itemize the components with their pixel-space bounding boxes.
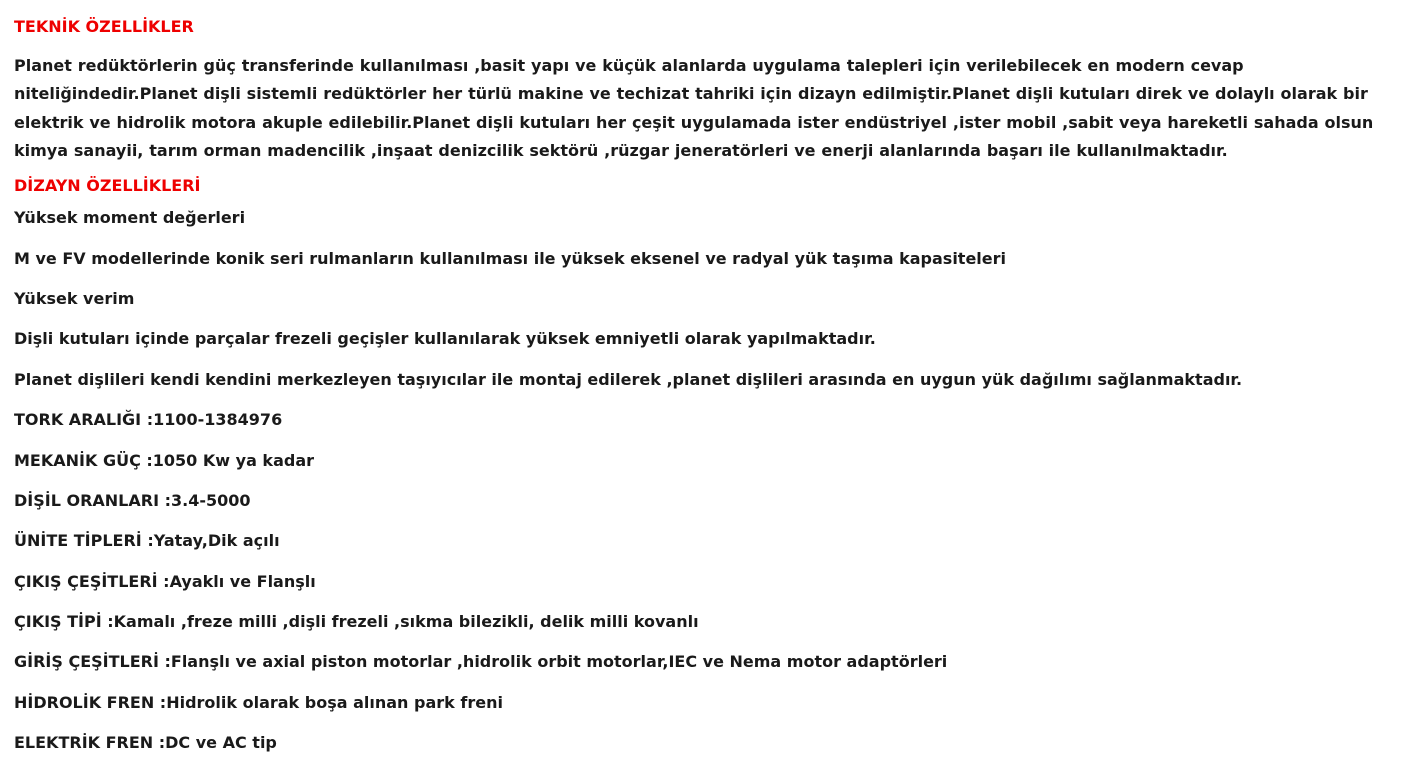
design-features-list: [14, 198, 1399, 763]
spec-output-variants: ÇIKIŞ ÇEŞİTLERİ :Ayaklı ve Flanşlı: [14, 571, 316, 591]
design-line-high-moment: Yüksek moment değerleri: [14, 208, 246, 228]
spec-electric-brake: ELEKTRİK FREN :DC ve AC tip: [14, 733, 277, 753]
spec-mechanical-power: MEKANİK GÜÇ :1050 Kw ya kadar: [14, 450, 315, 470]
design-line-gearbox-parts: Dişli kutuları içinde parçalar frezeli geçişler kullanılarak yüksek emniyetli olarak yapılmaktadır.: [14, 329, 876, 349]
spec-output-type: ÇIKIŞ TİPİ :Kamalı ,freze milli ,dişli frezeli ,sıkma bilezikli, delik milli kovanlı: [14, 612, 699, 632]
design-line-high-efficiency: Yüksek verim: [14, 288, 135, 308]
design-line-bearings: M ve FV modellerinde konik seri rulmanların kullanılması ile yüksek eksenel ve radyal yük taşıma kapasiteleri: [14, 248, 1007, 268]
spec-hydraulic-brake: HİDROLİK FREN :Hidrolik olarak boşa alınan park freni: [14, 692, 503, 712]
spec-unit-types: ÜNİTE TİPLERİ :Yatay,Dik açılı: [14, 531, 280, 551]
technical-features-heading: TEKNİK ÖZELLİKLER: [14, 17, 194, 36]
technical-intro-paragraph: Planet redüktörlerin güç transferinde kullanılması ,basit yapı ve küçük alanlarda uygulama talepleri için verilebilecek en modern cevap niteliğindedir.Planet dişli sistemli redüktörler her türlü makine ve techizat tahriki için dizayn edilmiştir.Planet dişli kutuları direk ve dolaylı olarak bir elektrik ve hidrolik motora akuple edilebilir.Planet dişli kutuları her çeşit uygulamada ister endüstriyel ,ister mobil ,sabit veya hareketli sahada olsun kimya sanayii, tarım orman madencilik ,inşaat denizcilik sektörü ,rüzgar jeneratörleri ve enerji alanlarında başarı ile kullanılmaktadır.: [14, 56, 1374, 160]
design-features-heading: DİZAYN ÖZELLİKLERİ: [14, 176, 201, 196]
spec-input-variants: GİRİŞ ÇEŞİTLERİ :Flanşlı ve axial piston motorlar ,hidrolik orbit motorlar,IEC ve Nema motor adaptörleri: [14, 652, 948, 672]
spec-gear-ratios: DİŞİL ORANLARI :3.4-5000: [14, 490, 251, 510]
design-line-planet-gears: Planet dişlileri kendi kendini merkezleyen taşıyıcılar ile montaj edilerek ,planet dişlileri arasında en uygun yük dağılımı sağlanmaktadır.: [14, 369, 1243, 389]
spec-torque-range: TORK ARALIĞI :1100-1384976: [14, 410, 283, 430]
